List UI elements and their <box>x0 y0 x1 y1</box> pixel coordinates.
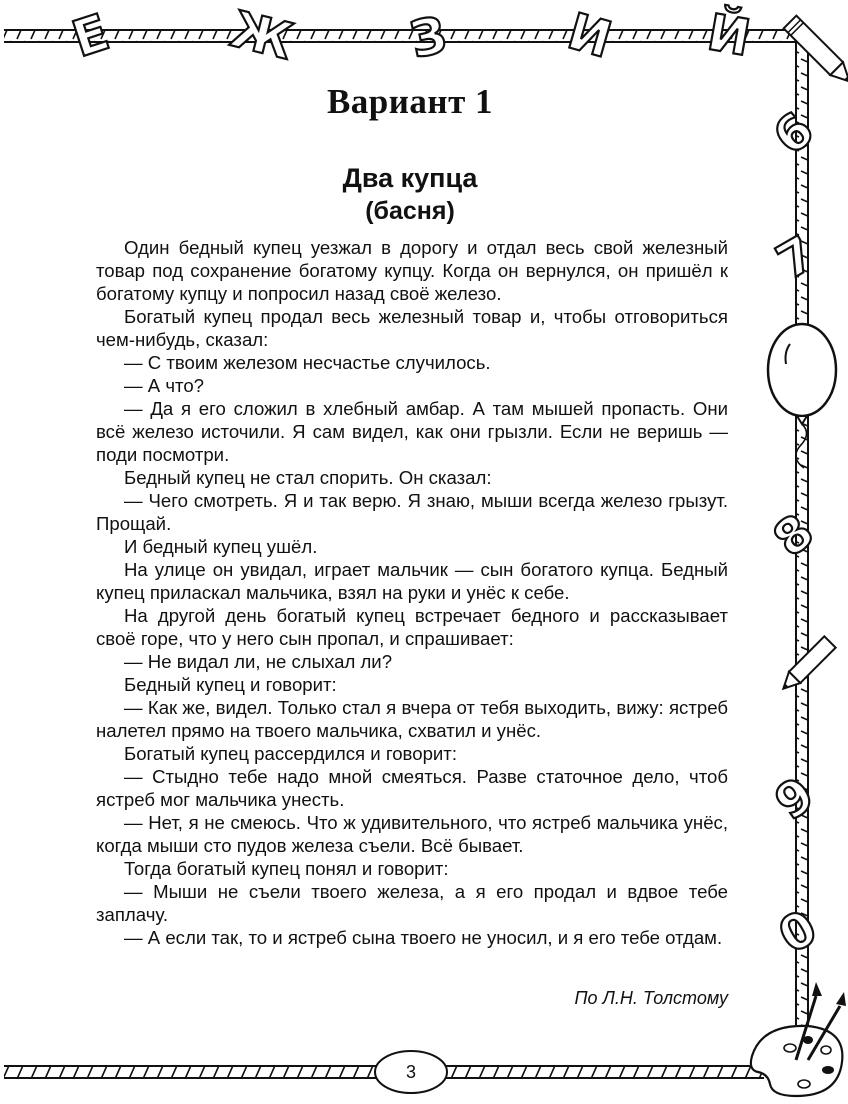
top-border-rule <box>4 30 796 42</box>
paragraph: Богатый купец рассердился и говорит: <box>124 743 457 764</box>
pencil-icon <box>784 16 848 88</box>
paragraph: — С твоим железом несчастье случилось. <box>124 352 491 373</box>
frame-letter-y: Й <box>703 3 755 68</box>
frame-digit-0: 0 <box>769 899 827 965</box>
paragraph: — А если так, то и ястреб сына твоего не уносил, и я его тебе отдам. <box>124 927 723 948</box>
story-title: Два купца <box>342 163 478 193</box>
paragraph: — Чего смотреть. Я и так верю. Я знаю, мыши всегда железо грызут. Прощай. <box>96 490 728 534</box>
paragraph: — Нет, я не смеюсь. Что ж удивительного, что ястреб мальчика унёс, когда мыши сто пудов железа съели. Всё бывает. <box>96 812 728 856</box>
paragraph: Бедный купец и говорит: <box>124 674 337 695</box>
frame-letter-i: И <box>561 2 618 70</box>
paragraph: — Мыши не съели твоего железа, а я его продал и вдвое тебе заплачу. <box>96 881 728 925</box>
paragraph: — А что? <box>124 375 205 396</box>
paragraph: Один бедный купец уезжал в дорогу и отдал весь свой железный товар под сохранение богатому купцу. Когда он вернулся, он пришёл к богатому купцу и попросил назад своё железо. <box>96 237 728 304</box>
paragraph: Богатый купец продал весь железный товар и, чтобы отговориться чем-нибудь, сказал: <box>96 306 728 350</box>
frame-digit-8: 8 <box>762 503 825 568</box>
frame-digit-7: 7 <box>767 225 825 291</box>
frame-digit-6: 6 <box>762 101 825 166</box>
paragraph: Тогда богатый купец понял и говорит: <box>124 858 449 879</box>
frame-letter-e: Е <box>65 2 116 69</box>
paragraph: — Как же, видел. Только стал я вчера от тебя выходить, вижу: ястреб налетел прямо на твоего мальчика, схватил и унёс. <box>96 697 728 741</box>
paragraph: — Да я его сложил в хлебный амбар. А там мышей пропасть. Они всё железо источили. Я сам видел, как они грызли. Если не веришь — поди посмотри. <box>96 398 728 465</box>
story-subtitle: (басня) <box>365 197 455 225</box>
variant-title: Вариант 1 <box>326 82 494 121</box>
frame-letter-zh: Ж <box>225 0 299 72</box>
attribution: По Л.Н. Толстому <box>574 988 728 1008</box>
story-text <box>96 236 728 949</box>
page-number: 3 <box>405 1062 416 1082</box>
frame-digit-9: 9 <box>765 766 825 832</box>
paragraph: Бедный купец не стал спорить. Он сказал: <box>124 467 492 488</box>
paragraph: — Не видал ли, не слыхал ли? <box>124 651 393 672</box>
frame-letter-z: З <box>405 5 452 70</box>
paragraph: На другой день богатый купец встречает бедного и рассказывает своё горе, что у него сын пропал, и спрашивает: <box>96 605 728 649</box>
paragraph: На улице он увидал, играет мальчик — сын богатого купца. Бедный купец приласкал мальчика, взял на руки и унёс к себе. <box>96 559 728 603</box>
paragraph: И бедный купец ушёл. <box>124 536 318 557</box>
paragraph: — Стыдно тебе надо мной смеяться. Разве статочное дело, чтоб ястреб мог мальчика унесть. <box>96 766 728 810</box>
